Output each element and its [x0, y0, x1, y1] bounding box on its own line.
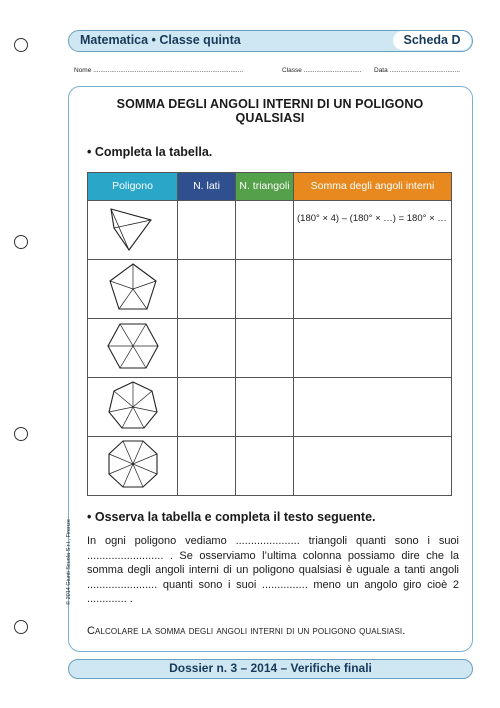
- table-row: [88, 319, 452, 378]
- header-poligono: Poligono: [88, 173, 178, 201]
- table-row: [88, 260, 452, 319]
- hexagon-icon: [88, 319, 178, 378]
- task-1-instruction: • Completa la tabella.: [87, 145, 213, 159]
- heptagon-icon: [88, 378, 178, 437]
- classe-field[interactable]: Classe ................................: [282, 67, 362, 74]
- header-triangoli: N. triangoli: [236, 173, 294, 201]
- binder-hole-2: [14, 235, 28, 249]
- pentagon-icon: [88, 260, 178, 319]
- footer-bar: Dossier n. 3 – 2014 – Verifiche finali: [68, 659, 473, 679]
- octagon-icon: [88, 437, 178, 496]
- table-row: [88, 437, 452, 496]
- somma-cell[interactable]: [294, 260, 452, 319]
- lati-cell[interactable]: [178, 378, 236, 437]
- polygon-table: [87, 172, 452, 496]
- subject-label: Matematica • Classe quinta: [80, 33, 241, 47]
- quadrilateral-icon: [88, 201, 178, 260]
- scheda-badge: Scheda D: [393, 31, 471, 50]
- lati-cell[interactable]: [178, 437, 236, 496]
- task-2-instruction: • Osserva la tabella e completa il testo seguente.: [87, 510, 376, 524]
- binder-hole-4: [14, 620, 28, 634]
- data-field[interactable]: Data .......................................: [374, 67, 460, 74]
- somma-cell[interactable]: [294, 378, 452, 437]
- binder-hole-1: [14, 38, 28, 52]
- triangoli-cell[interactable]: [236, 378, 294, 437]
- triangoli-cell[interactable]: [236, 260, 294, 319]
- triangoli-cell[interactable]: [236, 201, 294, 260]
- binder-hole-3: [14, 427, 28, 441]
- triangoli-cell[interactable]: [236, 319, 294, 378]
- lati-cell[interactable]: [178, 260, 236, 319]
- table-row: [88, 201, 452, 260]
- page-title: SOMMA DEGLI ANGOLI INTERNI DI UN POLIGONO QUALSIASI: [116, 97, 424, 125]
- header-somma: Somma degli angoli interni: [294, 173, 452, 201]
- copyright-text: © 2014 Giunti Scuola S.r.l., Firenze: [66, 519, 72, 605]
- header-lati: N. lati: [178, 173, 236, 201]
- triangoli-cell[interactable]: [236, 437, 294, 496]
- calc-instruction: Calcolare la somma degli angoli interni di un poligono qualsiasi.: [87, 625, 406, 637]
- lati-cell[interactable]: [178, 319, 236, 378]
- lati-cell[interactable]: [178, 201, 236, 260]
- table-row: [88, 378, 452, 437]
- somma-cell[interactable]: [294, 437, 452, 496]
- somma-cell[interactable]: (180° × 4) – (180° × …) = 180° × …: [294, 201, 452, 260]
- nome-field[interactable]: Nome ...................................................................................: [74, 67, 244, 74]
- fill-in-paragraph[interactable]: In ogni poligono vediamo ..................... triangoli quanti sono i suoi ......................... . Se osserviamo l’ultima colonna possiamo dire che la somma degli angoli interni di un poligono qualsiasi è uguale a tanti angoli ....................... quanti sono i suoi ............... meno un angolo giro cioè 2 ............. .: [87, 535, 459, 605]
- somma-cell[interactable]: [294, 319, 452, 378]
